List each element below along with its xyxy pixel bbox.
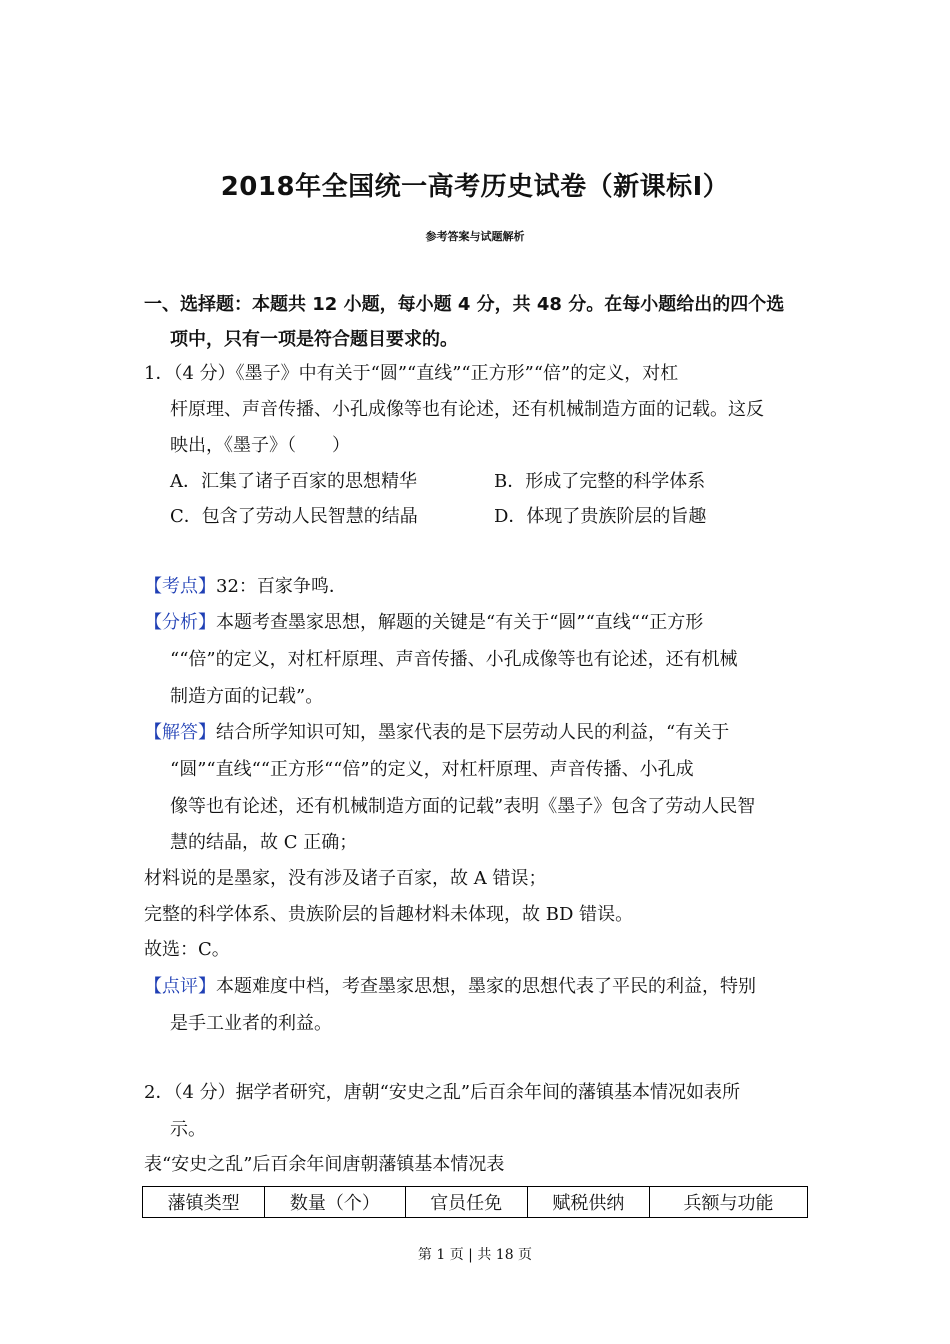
jieda-text-1: 结合所学知识可知，墨家代表的是下层劳动人民的利益，“有关于 — [216, 722, 730, 743]
fenxi-text-1: 本题考查墨家思想，解题的关键是“有关于“圆”“直线““正方形 — [216, 612, 704, 633]
jieda-tag: 【解答】 — [144, 722, 216, 743]
fenxi-line2: ““倍”的定义，对杠杆原理、声音传播、小孔成像等也有论述，还有机械 — [170, 649, 738, 670]
q1-option-a: A．汇集了诸子百家的思想精华 — [170, 471, 417, 492]
fenxi-line3: 制造方面的记载”。 — [170, 686, 324, 707]
q1-option-d: D．体现了贵族阶层的旨趣 — [494, 506, 707, 527]
q1-stem-line3: 映出，《墨子》（ ） — [170, 435, 350, 456]
explanation-bd: 完整的科学体系、贵族阶层的旨趣材料未体现，故 BD 错误。 — [144, 904, 634, 925]
table-header-troops: 兵额与功能 — [650, 1187, 808, 1218]
table-header-tax: 赋税供纳 — [527, 1187, 649, 1218]
kaodian-line — [144, 575, 347, 599]
table-header-row — [143, 1187, 808, 1218]
q1-option-c: C．包含了劳动人民智慧的结晶 — [170, 506, 418, 527]
page-footer: 第 1 页 | 共 18 页 — [417, 1247, 533, 1263]
table-header-count: 数量（个） — [265, 1187, 405, 1218]
explanation-a: 材料说的是墨家，没有涉及诸子百家，故 A 错误； — [144, 868, 547, 889]
fanzhen-table — [142, 1186, 808, 1218]
table-header-type: 藩镇类型 — [143, 1187, 265, 1218]
answer-line: 故选：C。 — [144, 939, 230, 960]
dianping-text-1: 本题难度中档，考查墨家思想，墨家的思想代表了平民的利益，特别 — [216, 976, 756, 997]
table-caption: 表“安史之乱”后百余年间唐朝藩镇基本情况表 — [144, 1154, 505, 1175]
q2-stem-line2: 示。 — [170, 1119, 206, 1140]
jieda-line2: “圆”“直线““正方形““倍”的定义，对杠杆原理、声音传播、小孔成 — [170, 759, 694, 780]
fenxi-line1 — [144, 611, 703, 635]
fenxi-tag: 【分析】 — [144, 612, 216, 633]
table-header-appointment: 官员任免 — [405, 1187, 527, 1218]
page-subtitle: 参考答案与试题解析 — [425, 230, 525, 243]
q1-stem-line1: 1．（4 分）《墨子》中有关于“圆”“直线”“正方形”“倍”的定义，对杠 — [144, 363, 679, 384]
page-title: 2018年全国统一高考历史试卷（新课标Ⅰ） — [220, 172, 730, 202]
jieda-line3: 像等也有论述，还有机械制造方面的记载”表明《墨子》包含了劳动人民智 — [170, 796, 756, 817]
jieda-line4: 慧的结晶，故 C 正确； — [170, 832, 358, 853]
q1-stem-line2: 杆原理、声音传播、小孔成像等也有论述，还有机械制造方面的记载。这反 — [170, 399, 764, 420]
section-heading-line2: 项中，只有一项是符合题目要求的。 — [170, 329, 458, 350]
q1-option-b: B．形成了完整的科学体系 — [494, 471, 706, 492]
dianping-tag: 【点评】 — [144, 976, 216, 997]
q2-stem-line1: 2．（4 分）据学者研究，唐朝“安史之乱”后百余年间的藩镇基本情况如表所 — [144, 1082, 741, 1103]
dianping-line2: 是手工业者的利益。 — [170, 1013, 332, 1034]
kaodian-tag: 【考点】 — [144, 576, 216, 597]
jieda-line1 — [144, 721, 729, 745]
dianping-line1 — [144, 975, 756, 999]
kaodian-text: 32：百家争鸣． — [216, 576, 347, 597]
section-heading-line1: 一、选择题：本题共 12 小题，每小题 4 分，共 48 分。在每小题给出的四个选 — [144, 294, 785, 315]
